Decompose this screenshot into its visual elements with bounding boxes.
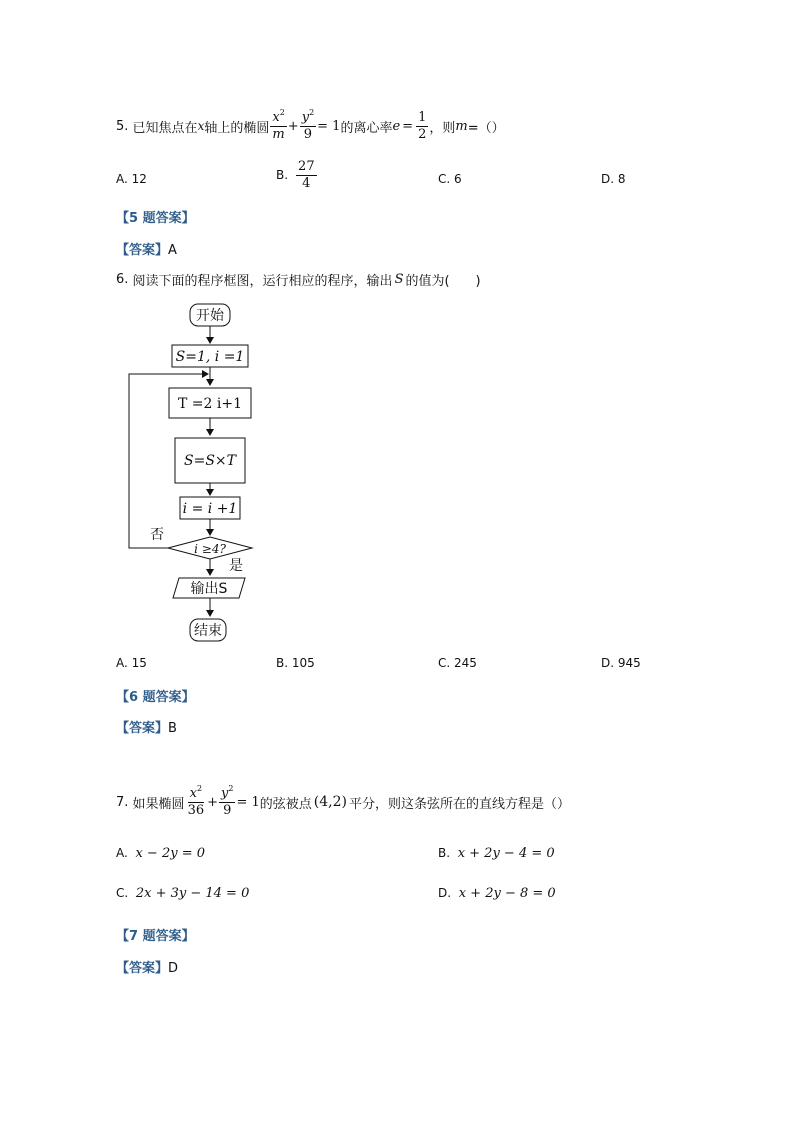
q7-plus: + (207, 794, 219, 810)
q5-fraction-y2-over-9: $\frac{y^2}{9}$ (301, 107, 315, 142)
q5-var-x: x (197, 119, 205, 133)
q7-number: 7. (116, 794, 129, 810)
q7-option-c-math: 2x + 3y − 14 = 0 (135, 886, 250, 901)
q5-number: 5. (116, 118, 129, 134)
q5-answer-heading: 【5 题答案】 (116, 211, 195, 226)
q7-option-a (116, 846, 205, 861)
q7-option-c (116, 886, 249, 901)
flow-t-label: T =2 i+1 (178, 396, 242, 412)
flow-start-label: 开始 (196, 308, 224, 324)
q7-fraction-x2-over-36: $\frac{x^2}{36}$ (187, 783, 205, 818)
q7-answer-heading: 【7 题答案】 (116, 929, 195, 944)
q5-option-a: A. 12 (116, 172, 147, 186)
q5-option-c: C. 6 (438, 172, 462, 186)
q7-equals-one: = 1 (236, 794, 260, 810)
q6-answer-heading: 【6 题答案】 (116, 690, 195, 705)
q5-option-d: D. 8 (601, 172, 626, 186)
flow-end-label: 结束 (194, 623, 222, 639)
q7-option-b (438, 846, 555, 861)
q6-number: 6. (116, 272, 129, 287)
q5-option-b-fraction: $\frac{27}{4}$ (298, 159, 315, 191)
q7-text-a: 如果椭圆 (132, 796, 185, 812)
q5-eq: = (402, 118, 414, 134)
q5-plus: + (287, 118, 299, 134)
q5-option-b-label: B. (276, 168, 289, 183)
q6-option-c: C. 245 (438, 656, 477, 670)
q5-var-m: m (455, 118, 468, 134)
flow-init-label: S=1, i =1 (175, 349, 245, 365)
q7-option-d-label: D. (438, 886, 452, 900)
q5-text-e: =（） (467, 120, 505, 136)
flow-yes-label: 是 (229, 558, 243, 574)
q5-answer-value: A (168, 243, 177, 258)
q6-answer (116, 717, 177, 736)
flow-i-label: i = i +1 (182, 501, 238, 517)
q6-text-b: 的值为( ) (405, 274, 481, 289)
q7-text-c: 平分，则这条弦所在的直线方程是（） (348, 796, 570, 812)
q6-option-a: A. 15 (116, 656, 147, 670)
q5-text-d: ，则 (429, 120, 456, 136)
flow-s-label: S=S×T (184, 453, 236, 469)
q7-option-a-math: x − 2y = 0 (135, 846, 205, 861)
q6-answer-value: B (168, 721, 177, 736)
q5-text-a: 已知焦点在 (132, 120, 198, 136)
flow-no-label: 否 (150, 527, 164, 543)
q5-fraction-x2-over-m: $\frac{x^2}{m}$ (272, 107, 285, 142)
q7-option-b-math: x + 2y − 4 = 0 (457, 846, 555, 861)
q6-option-d: D. 945 (601, 656, 641, 670)
q7-option-d-math: x + 2y − 8 = 0 (458, 886, 556, 901)
q7-option-c-label: C. (116, 886, 129, 900)
q5-equals-one: = 1 (317, 118, 341, 134)
q7-answer (116, 957, 178, 976)
q6-var-s: S (394, 272, 404, 287)
q5-var-e: e (392, 118, 401, 134)
q6-option-b: B. 105 (276, 656, 315, 670)
flow-output-label: 输出S (190, 581, 228, 597)
q7-option-a-label: A. (116, 846, 128, 860)
q7-point: (4,2) (313, 794, 347, 810)
q5-text-c: 的离心率 (340, 120, 393, 136)
q5-fraction-one-half: $\frac{1}{2}$ (418, 109, 427, 142)
q7-fraction-y2-over-9: $\frac{y^2}{9}$ (221, 783, 234, 818)
q6-text-a: 阅读下面的程序框图，运行相应的程序，输出 (132, 274, 393, 289)
q5-answer-label: 【答案】 (116, 243, 169, 258)
q7-option-d (438, 886, 556, 901)
flow-cond-label: i ≥4? (194, 542, 226, 556)
q5-text-b: 轴上的椭圆 (204, 120, 270, 136)
q6-answer-label: 【答案】 (116, 721, 169, 736)
q7-answer-value: D (168, 961, 179, 976)
q7-stem (116, 782, 570, 822)
q7-text-b: 的弦被点 (259, 796, 312, 812)
q7-option-b-label: B. (438, 846, 451, 860)
q7-answer-label: 【答案】 (116, 961, 169, 976)
